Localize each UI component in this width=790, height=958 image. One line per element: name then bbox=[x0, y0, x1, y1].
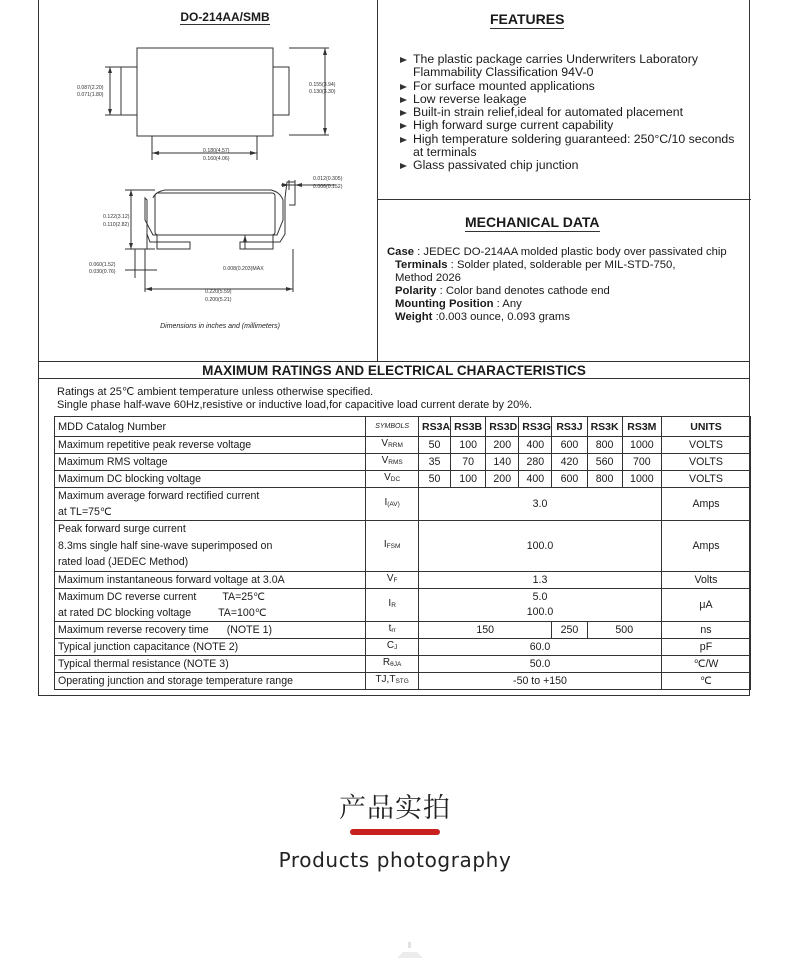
cell-unit: pF bbox=[661, 638, 750, 655]
ratings-table bbox=[54, 416, 751, 690]
feature-item: The plastic package carries Underwriters Laboratory Flammability Classification 94V-0 bbox=[398, 53, 743, 80]
cell-unit: μA bbox=[661, 588, 750, 621]
cell-value: 5.0 100.0 bbox=[419, 588, 662, 621]
table-row bbox=[55, 621, 751, 638]
cell-value: 420 bbox=[552, 454, 587, 471]
dim-label: 0.122(3.12) bbox=[103, 214, 130, 220]
divider bbox=[377, 199, 751, 200]
table-row bbox=[55, 655, 751, 672]
cell-value: 3.0 bbox=[419, 488, 662, 521]
cell-value: 100.0 bbox=[419, 521, 662, 572]
package-title: DO-214AA/SMB bbox=[180, 10, 270, 24]
polarity-label: Polarity bbox=[395, 285, 437, 297]
cell-value: 50.0 bbox=[419, 655, 662, 672]
feature-item: High forward surge current capability bbox=[398, 119, 743, 132]
cell-value: 600 bbox=[552, 471, 587, 488]
cell-value: 50 bbox=[419, 437, 451, 454]
cell-value: 100 bbox=[451, 437, 486, 454]
dim-label: 0.155(3.94) bbox=[309, 82, 336, 88]
section-title-cn: 产品实拍 bbox=[339, 793, 451, 824]
feature-item: High temperature soldering guaranteed: 250°C/10 seconds at terminals bbox=[398, 133, 743, 160]
table-row bbox=[55, 521, 751, 572]
cell-unit: VOLTS bbox=[661, 437, 750, 454]
table-row bbox=[55, 454, 751, 471]
header-symbols: SYMBOLS bbox=[366, 417, 419, 437]
dim-label: 0.008(0.203)MAX bbox=[223, 266, 264, 272]
param-label: Maximum DC reverse current TA=25℃ at rated DC blocking voltage TA=100℃ bbox=[55, 588, 366, 621]
table-row bbox=[55, 672, 751, 689]
feature-item: Glass passivated chip junction bbox=[398, 159, 743, 172]
cell-value: 1.3 bbox=[419, 571, 662, 588]
dim-label: 0.087(2.20) bbox=[77, 85, 104, 91]
header-units: UNITS bbox=[661, 417, 750, 437]
cell-value: 500 bbox=[587, 621, 661, 638]
table-row bbox=[55, 488, 751, 521]
param-label: Maximum average forward rectified current at TL=75℃ bbox=[55, 488, 366, 521]
param-symbol: $R_{\theta JA}$ bbox=[366, 655, 419, 672]
table-row bbox=[55, 588, 751, 621]
ratings-note: Ratings at 25℃ ambient temperature unless otherwise specified. bbox=[57, 386, 374, 398]
param-symbol: $TJ,T_{STG}$ bbox=[366, 672, 419, 689]
cell-value: 140 bbox=[486, 454, 519, 471]
header-part: RS3G bbox=[519, 417, 552, 437]
cell-value: 400 bbox=[519, 437, 552, 454]
cell-unit: Volts bbox=[661, 571, 750, 588]
param-label: Maximum RMS voltage bbox=[55, 454, 366, 471]
param-symbol: $I_{(AV)}$ bbox=[366, 488, 419, 521]
header-part: RS3B bbox=[451, 417, 486, 437]
case-text: : JEDEC DO-214AA molded plastic body over passivated chip bbox=[417, 246, 727, 258]
dim-label: 0.030(0.76) bbox=[89, 269, 116, 275]
cell-value: 560 bbox=[587, 454, 622, 471]
dimension-note: Dimensions in inches and (millimeters) bbox=[160, 323, 280, 330]
cell-value: 60.0 bbox=[419, 638, 662, 655]
features-list bbox=[398, 53, 743, 173]
cell-value: 35 bbox=[419, 454, 451, 471]
param-label: Maximum instantaneous forward voltage at 3.0A bbox=[55, 571, 366, 588]
param-label: Maximum repetitive peak reverse voltage bbox=[55, 437, 366, 454]
table-row bbox=[55, 638, 751, 655]
cell-value: 800 bbox=[587, 471, 622, 488]
dim-label: 0.130(3.30) bbox=[309, 89, 336, 95]
cell-unit: Amps bbox=[661, 521, 750, 572]
feature-item: Built-in strain relief,ideal for automated placement bbox=[398, 106, 743, 119]
cell-value: 600 bbox=[552, 437, 587, 454]
param-label: Maximum reverse recovery time (NOTE 1) bbox=[55, 621, 366, 638]
cell-value: 1000 bbox=[622, 437, 661, 454]
header-part: RS3D bbox=[486, 417, 519, 437]
dim-label: 0.110(2.82) bbox=[103, 222, 130, 228]
ratings-notes bbox=[57, 386, 532, 411]
mounting-text: : Any bbox=[496, 298, 522, 310]
param-label: Operating junction and storage temperature range bbox=[55, 672, 366, 689]
param-symbol: $V_{DC}$ bbox=[366, 471, 419, 488]
weight-label: Weight bbox=[395, 311, 433, 323]
cell-value: 250 bbox=[552, 621, 587, 638]
param-symbol: $I_R$ bbox=[366, 588, 419, 621]
cell-value: 50 bbox=[419, 471, 451, 488]
ratings-title: MAXIMUM RATINGS AND ELECTRICAL CHARACTERISTICS bbox=[38, 362, 750, 379]
header-part: RS3M bbox=[622, 417, 661, 437]
cell-value: -50 to +150 bbox=[419, 672, 662, 689]
table-row bbox=[55, 437, 751, 454]
param-symbol: $C_J$ bbox=[366, 638, 419, 655]
header-part: RS3A bbox=[419, 417, 451, 437]
cell-value: 700 bbox=[622, 454, 661, 471]
cell-value: 400 bbox=[519, 471, 552, 488]
cell-value: 70 bbox=[451, 454, 486, 471]
param-label: Typical thermal resistance (NOTE 3) bbox=[55, 655, 366, 672]
section-accent-bar bbox=[350, 829, 440, 835]
header-catalog: MDD Catalog Number bbox=[55, 417, 366, 437]
param-symbol: $V_{RRM}$ bbox=[366, 437, 419, 454]
dim-label: 0.060(1.52) bbox=[89, 262, 116, 268]
cell-value: 150 bbox=[419, 621, 552, 638]
param-label: Maximum DC blocking voltage bbox=[55, 471, 366, 488]
dim-label: 0.200(5.21) bbox=[205, 297, 232, 303]
feature-item: Low reverse leakage bbox=[398, 93, 743, 106]
cell-value: 800 bbox=[587, 437, 622, 454]
table-row bbox=[55, 571, 751, 588]
case-label: Case bbox=[387, 246, 415, 258]
dim-label: 0.071(1.80) bbox=[77, 92, 104, 98]
dim-label: 0.160(4.06) bbox=[203, 156, 230, 162]
param-symbol: $V_{RMS}$ bbox=[366, 454, 419, 471]
header-part: RS3K bbox=[587, 417, 622, 437]
mechanical-title: MECHANICAL DATA bbox=[465, 214, 600, 230]
table-row bbox=[55, 471, 751, 488]
mechanical-data bbox=[387, 246, 747, 324]
param-symbol: $t_{rr}$ bbox=[366, 621, 419, 638]
cell-unit: VOLTS bbox=[661, 454, 750, 471]
cell-value: 200 bbox=[486, 471, 519, 488]
cell-value: 200 bbox=[486, 437, 519, 454]
cell-unit: VOLTS bbox=[661, 471, 750, 488]
dim-label: 0.180(4.57) bbox=[203, 148, 230, 154]
ratings-note: Single phase half-wave 60Hz,resistive or inductive load,for capacitive load current derate by 20%. bbox=[57, 398, 533, 411]
package-drawing bbox=[75, 30, 375, 320]
dim-label: 0.220(5.59) bbox=[205, 289, 232, 295]
method-text: Method 2026 bbox=[395, 272, 461, 284]
cell-unit: Amps bbox=[661, 488, 750, 521]
features-title: FEATURES bbox=[490, 11, 565, 27]
cell-value: 280 bbox=[519, 454, 552, 471]
dim-label: 0.006(0.152) bbox=[313, 184, 343, 190]
dim-label: 0.012(0.305) bbox=[313, 176, 343, 182]
header-part: RS3J bbox=[552, 417, 587, 437]
product-photo-edge bbox=[395, 930, 425, 958]
cell-unit: ℃ bbox=[661, 672, 750, 689]
param-label: Peak forward surge current 8.3ms single half sine-wave superimposed on rated load (JEDEC Method) bbox=[55, 521, 366, 572]
cell-value: 100 bbox=[451, 471, 486, 488]
feature-item: For surface mounted applications bbox=[398, 80, 743, 93]
section-title-en: Products photography bbox=[278, 848, 512, 872]
cell-unit: ns bbox=[661, 621, 750, 638]
weight-text: :0.003 ounce, 0.093 grams bbox=[435, 311, 570, 323]
polarity-text: : Color band denotes cathode end bbox=[439, 285, 610, 297]
cell-value: 1000 bbox=[622, 471, 661, 488]
table-header-row bbox=[55, 417, 751, 437]
divider bbox=[377, 0, 378, 361]
cell-unit: ℃/W bbox=[661, 655, 750, 672]
terminals-text: : Solder plated, solderable per MIL-STD-750, bbox=[450, 259, 676, 271]
param-symbol: $V_F$ bbox=[366, 571, 419, 588]
param-label: Typical junction capacitance (NOTE 2) bbox=[55, 638, 366, 655]
param-symbol: $I_{FSM}$ bbox=[366, 521, 419, 572]
terminals-label: Terminals bbox=[395, 259, 448, 271]
mounting-label: Mounting Position bbox=[395, 298, 494, 310]
